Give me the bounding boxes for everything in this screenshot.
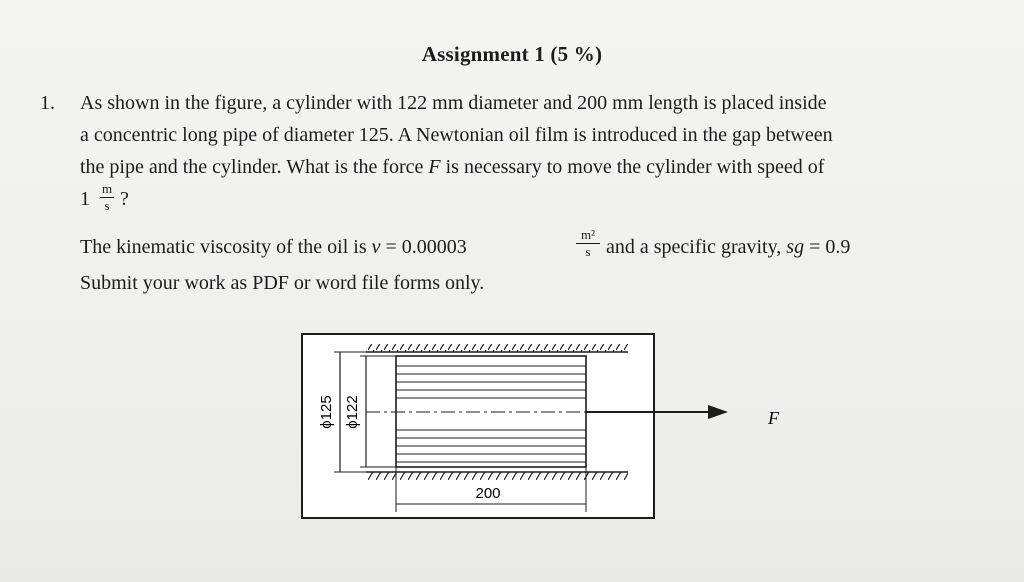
length-label: 200 [475, 485, 501, 502]
assignment-title: Assignment 1 (5 %) [421, 42, 603, 66]
speed-value: 1 [80, 188, 90, 210]
visc-value: = 0.00003 [380, 236, 467, 258]
visc-unit-denominator: s [585, 244, 591, 259]
question-line-1: As shown in the figure, a cylinder with 122 mm diameter and 200 mm length is placed inside [80, 92, 827, 114]
line3-text-a: the pipe and the cylinder. What is the force [80, 156, 429, 178]
pipe-wall-bottom [366, 472, 628, 480]
visc-text-a: The kinematic viscosity of the oil is [80, 236, 372, 258]
speed-unit-numerator: m [101, 181, 113, 196]
sg-symbol: sg [786, 236, 805, 258]
question-number: 1. [40, 92, 55, 114]
force-symbol: F [428, 156, 441, 178]
speed-unit-denominator: s [104, 198, 110, 213]
inner-diameter-label: ϕ122 [344, 395, 361, 429]
sg-text: and a specific gravity, [606, 236, 787, 258]
visc-unit-numerator: m² [580, 227, 595, 242]
outer-diameter-label: ϕ125 [318, 395, 335, 429]
force-arrow-head [708, 405, 728, 419]
pipe-wall-top [366, 344, 628, 352]
question-line-2: a concentric long pipe of diameter 125. A Newtonian oil film is introduced in the gap between [80, 124, 833, 146]
nu-symbol: ν [371, 236, 381, 258]
force-label: F [768, 408, 779, 428]
speed-question-mark: ? [120, 188, 129, 210]
line3-text-b: is necessary to move the cylinder with speed of [440, 156, 825, 178]
sg-value: = 0.9 [804, 236, 851, 258]
submit-instruction: Submit your work as PDF or word file forms only. [80, 272, 485, 294]
